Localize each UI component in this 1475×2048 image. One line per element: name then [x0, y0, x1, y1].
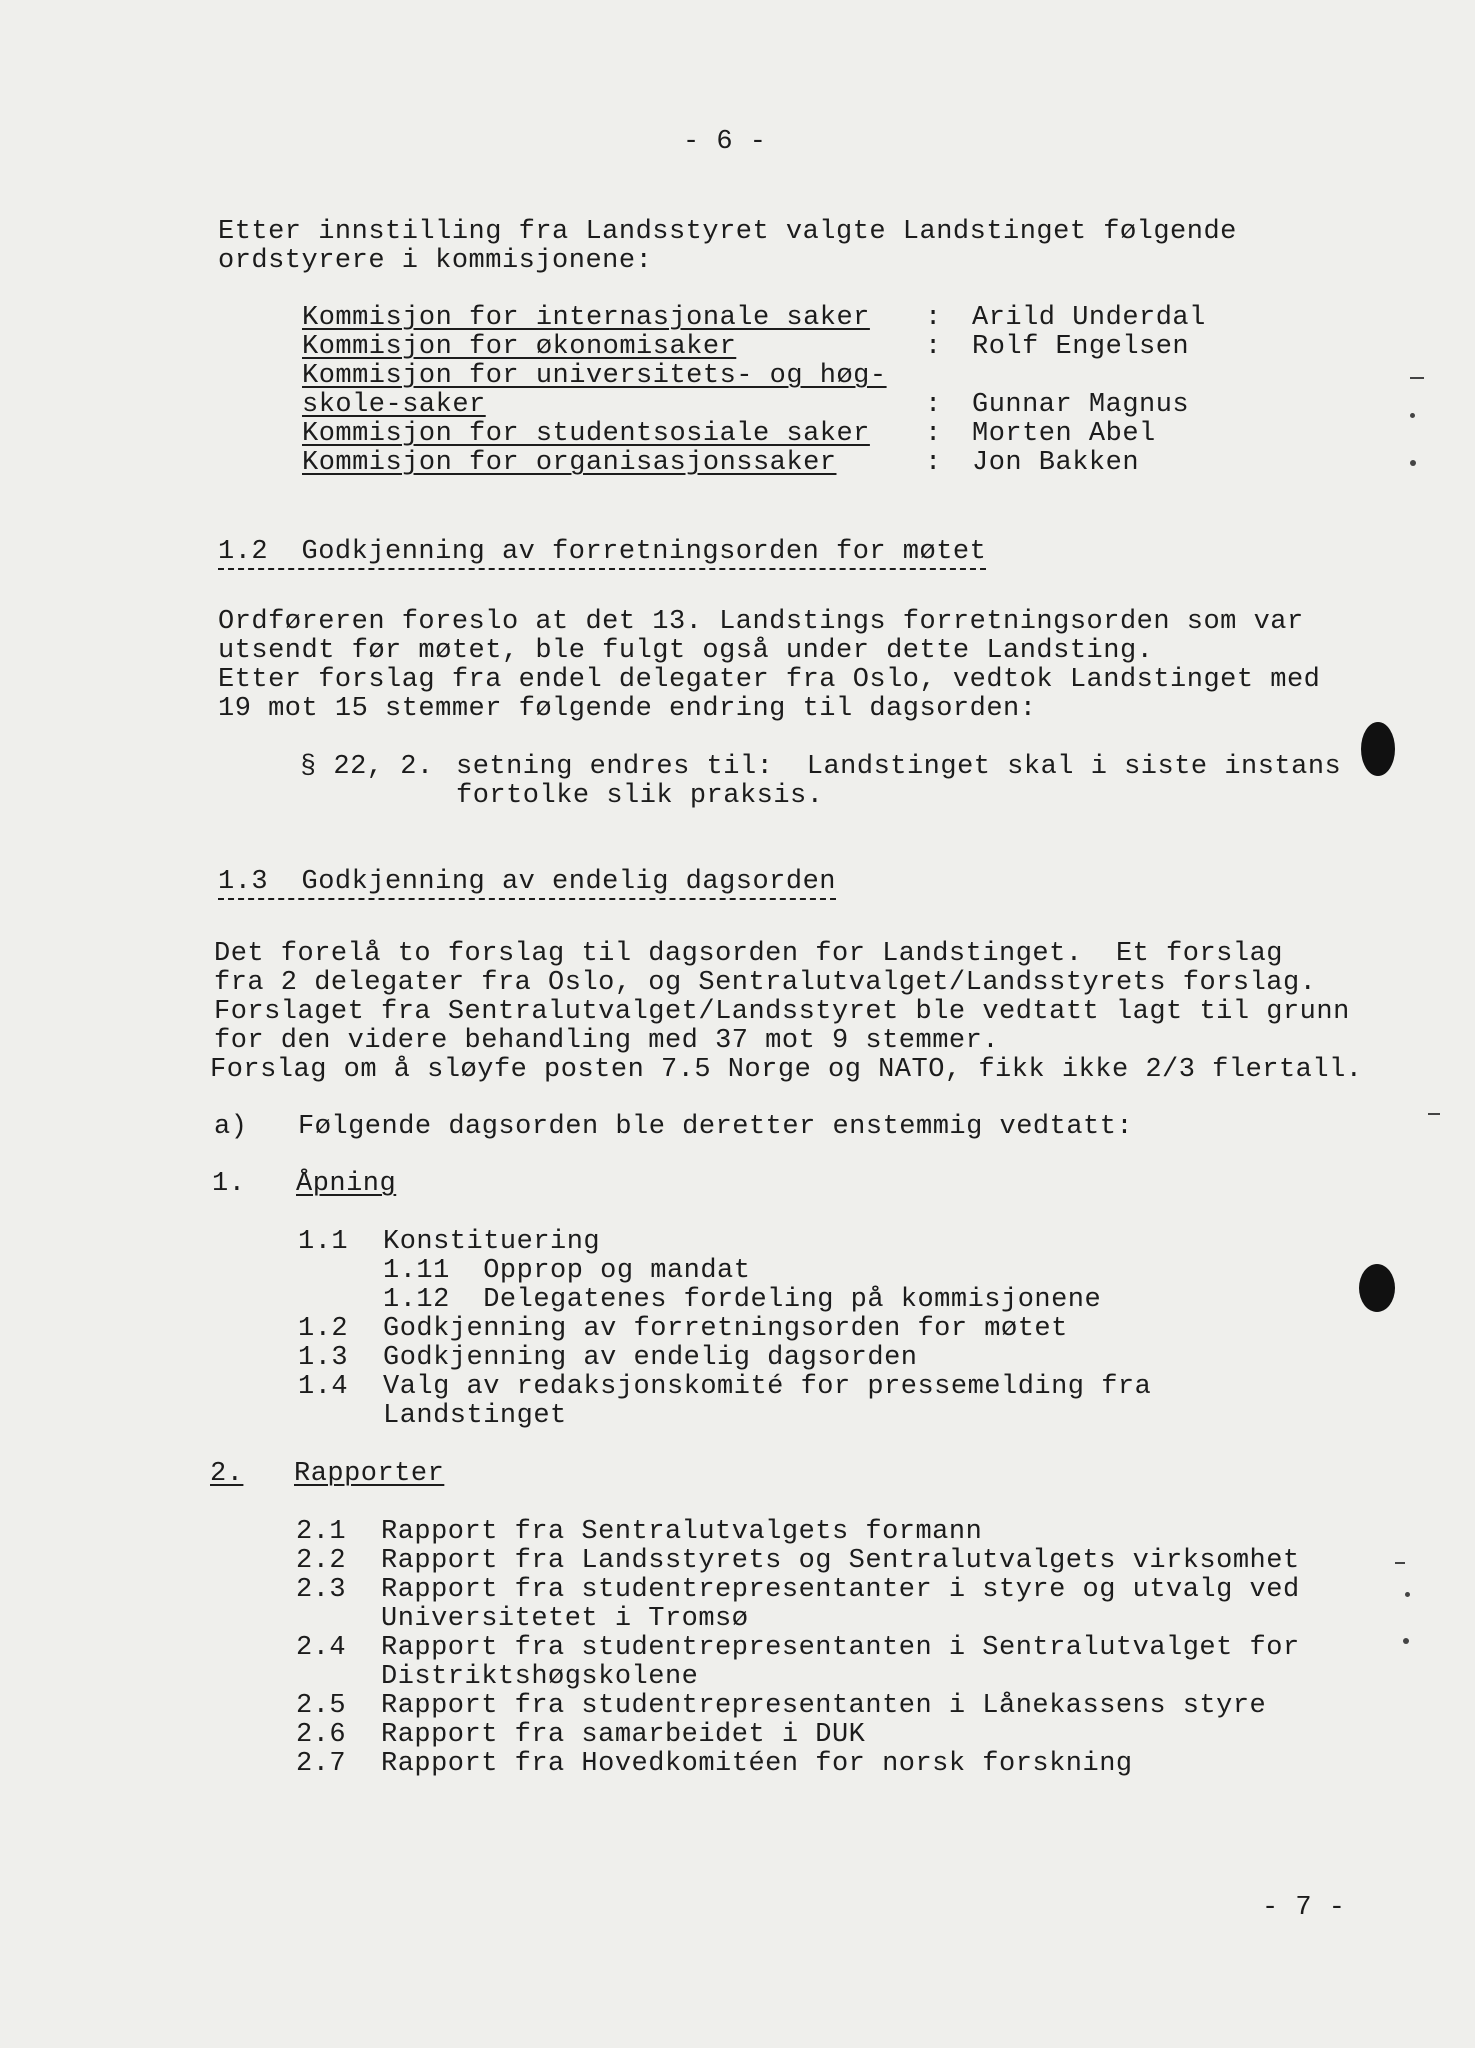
- agenda-item-text: Landstinget: [383, 1401, 567, 1431]
- para-line: Forslaget fra Sentralutvalget/Landsstyret ble vedtatt lagt til grunn: [214, 997, 1350, 1027]
- colon-sep: :: [925, 303, 942, 333]
- scan-speck: [1403, 1638, 1409, 1644]
- agenda-item-num: 2.4: [296, 1633, 347, 1663]
- intro-line-2: ordstyrere i kommisjonene:: [218, 246, 653, 276]
- agenda-item-num: 2.3: [296, 1575, 347, 1605]
- agenda-group-title: Åpning: [296, 1169, 397, 1199]
- scan-speck: [1405, 1592, 1410, 1597]
- amendment-line: fortolke slik praksis.: [456, 781, 824, 811]
- agenda-group-num: 1.: [212, 1169, 246, 1199]
- scan-speck: [1410, 413, 1415, 418]
- para-line: for den videre behandling med 37 mot 9 stemmer.: [214, 1026, 1000, 1056]
- agenda-item-num: 2.1: [296, 1517, 347, 1547]
- agenda-item-num: 2.7: [296, 1749, 347, 1779]
- commission-person: Jon Bakken: [972, 448, 1140, 478]
- colon-sep: :: [925, 448, 942, 478]
- commission-name: Kommisjon for økonomisaker: [302, 332, 737, 362]
- next-page-marker: - 7 -: [1262, 1893, 1346, 1923]
- commission-person: Morten Abel: [972, 419, 1156, 449]
- para-line: Forslag om å sløyfe posten 7.5 Norge og NATO, fikk ikke 2/3 flertall.: [210, 1055, 1363, 1085]
- commission-person: Gunnar Magnus: [972, 390, 1190, 420]
- intro-line-1: Etter innstilling fra Landsstyret valgte Landstinget følgende: [218, 217, 1237, 247]
- agenda-item-text: Rapport fra studentrepresentanten i Lånekassens styre: [381, 1691, 1267, 1721]
- agenda-group-title: Rapporter: [294, 1459, 445, 1489]
- list-text-a: Følgende dagsorden ble deretter enstemmig vedtatt:: [298, 1112, 1134, 1142]
- scan-speck: [1428, 1113, 1440, 1115]
- commission-name: Kommisjon for internasjonale saker: [302, 303, 870, 333]
- agenda-item-text: Rapport fra studentrepresentanten i Sentralutvalget for: [381, 1633, 1300, 1663]
- agenda-item-text: Rapport fra Sentralutvalgets formann: [381, 1517, 983, 1547]
- agenda-item-text: Rapport fra Landsstyrets og Sentralutvalgets virksomhet: [381, 1546, 1300, 1576]
- agenda-item-text: Distriktshøgskolene: [381, 1662, 699, 1692]
- commission-name: skole-saker: [302, 390, 486, 420]
- list-label-a: a): [214, 1112, 248, 1142]
- amendment-line: setning endres til: Landstinget skal i siste instans: [456, 752, 1342, 782]
- agenda-item-text: Rapport fra samarbeidet i DUK: [381, 1720, 866, 1750]
- para-line: Ordføreren foreslo at det 13. Landstings forretningsorden som var: [218, 607, 1304, 637]
- commission-person: Rolf Engelsen: [972, 332, 1190, 362]
- agenda-item-text: Godkjenning av forretningsorden for møtet: [383, 1314, 1068, 1344]
- scan-speck: [1410, 460, 1416, 466]
- page-number: - 6 -: [683, 127, 767, 157]
- colon-sep: :: [925, 419, 942, 449]
- agenda-item-num: 2.2: [296, 1546, 347, 1576]
- commission-name: Kommisjon for studentsosiale saker: [302, 419, 870, 449]
- section-heading-1-2: 1.2 Godkjenning av forretningsorden for møtet: [218, 538, 986, 570]
- section-heading-1-3: 1.3 Godkjenning av endelig dagsorden: [218, 868, 836, 900]
- agenda-item-num: 1.4: [298, 1372, 349, 1402]
- agenda-subitem-text: 1.11 Opprop og mandat: [383, 1256, 751, 1286]
- agenda-group-num: 2.: [210, 1459, 244, 1489]
- agenda-item-num: 1.3: [298, 1343, 349, 1373]
- para-line: 19 mot 15 stemmer følgende endring til dagsorden:: [218, 694, 1037, 724]
- agenda-item-text: Valg av redaksjonskomité for pressemelding fra: [383, 1372, 1152, 1402]
- agenda-item-num: 1.2: [298, 1314, 349, 1344]
- agenda-subitem-text: 1.12 Delegatenes fordeling på kommisjonene: [383, 1285, 1102, 1315]
- agenda-group-underline: [212, 1170, 296, 1199]
- agenda-group-underline: [250, 1460, 283, 1489]
- amendment-ref: § 22, 2.: [300, 752, 434, 782]
- punch-hole-mark: [1359, 1264, 1395, 1312]
- scan-speck: [1410, 377, 1424, 379]
- colon-sep: :: [925, 332, 942, 362]
- agenda-item-num: 1.1: [298, 1227, 349, 1257]
- agenda-item-text: Konstituering: [383, 1227, 601, 1257]
- commission-name: Kommisjon for organisasjonssaker: [302, 448, 837, 478]
- agenda-item-text: Universitetet i Tromsø: [381, 1604, 749, 1634]
- agenda-item-text: Rapport fra studentrepresentanter i styre og utvalg ved: [381, 1575, 1300, 1605]
- agenda-item-text: Godkjenning av endelig dagsorden: [383, 1343, 918, 1373]
- punch-hole-mark: [1361, 722, 1395, 776]
- agenda-item-num: 2.6: [296, 1720, 347, 1750]
- colon-sep: :: [925, 390, 942, 420]
- agenda-item-text: Rapport fra Hovedkomitéen for norsk forskning: [381, 1749, 1133, 1779]
- commission-name: Kommisjon for universitets- og høg-: [302, 361, 887, 391]
- para-line: utsendt før møtet, ble fulgt også under dette Landsting.: [218, 636, 1154, 666]
- para-line: fra 2 delegater fra Oslo, og Sentralutvalget/Landsstyrets forslag.: [214, 968, 1317, 998]
- scan-speck: [1395, 1562, 1405, 1564]
- agenda-item-num: 2.5: [296, 1691, 347, 1721]
- para-line: Etter forslag fra endel delegater fra Oslo, vedtok Landstinget med: [218, 665, 1321, 695]
- commission-person: Arild Underdal: [972, 303, 1206, 333]
- para-line: Det forelå to forslag til dagsorden for Landstinget. Et forslag: [214, 939, 1283, 969]
